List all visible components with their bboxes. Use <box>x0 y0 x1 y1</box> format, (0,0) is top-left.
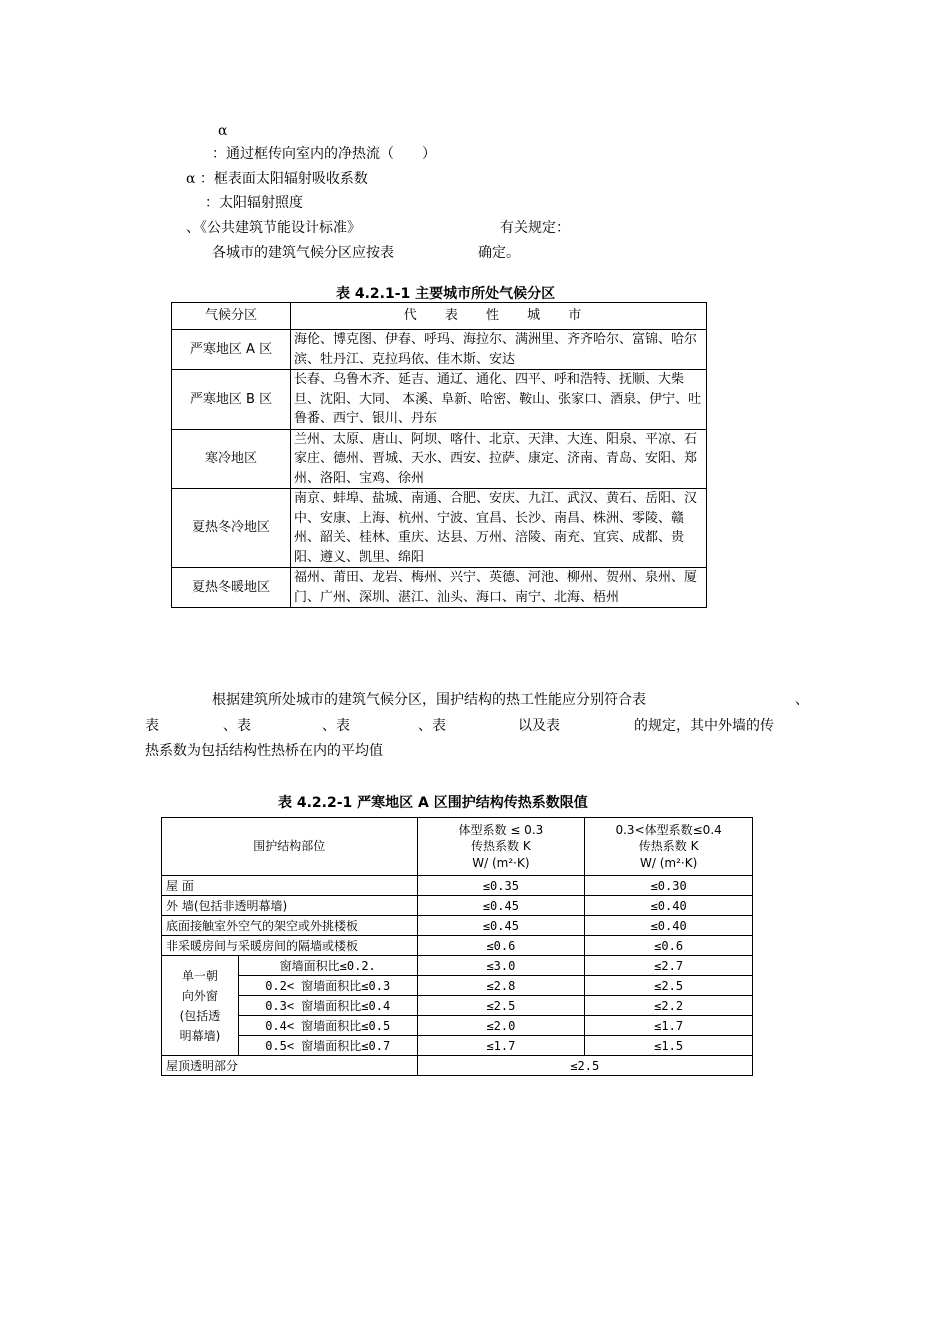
value-cell: ≤0.35 <box>417 876 585 896</box>
part-cell: 屋顶透明部分 <box>162 1056 418 1076</box>
note-zone-confirm: 确定。 <box>478 245 520 261</box>
table-row <box>162 1036 753 1056</box>
table1-caption: 表 4.2.1-1 主要城市所处气候分区 <box>336 286 556 302</box>
value-cell: ≤2.5 <box>417 1056 752 1076</box>
value-cell: ≤1.7 <box>585 1016 753 1036</box>
value-cell: ≤0.40 <box>585 896 753 916</box>
cities-cell: 南京、蚌埠、盐城、南通、合肥、安庆、九江、武汉、黄石、岳阳、汉中、安康、上海、杭州、宁波、宜昌、长沙、南昌、株洲、零陵、赣州、韶关、桂林、重庆、达县、万州、涪陵、南充、宜宾、成都、贵阳、遵义、凯里、绵阳 <box>291 489 707 568</box>
header-col1 <box>417 818 585 876</box>
value-cell: ≤2.5 <box>585 976 753 996</box>
value-cell: ≤0.30 <box>585 876 753 896</box>
paragraph-line2-a: 表 <box>145 718 159 734</box>
header-col2-line: 传热系数 K <box>638 839 699 854</box>
table-header-zone: 气候分区 <box>172 303 291 330</box>
table-row <box>162 1016 753 1036</box>
value-cell: ≤0.40 <box>585 916 753 936</box>
zone-cell: 夏热冬冷地区 <box>172 489 291 568</box>
table-row <box>172 370 707 430</box>
table-row <box>162 936 753 956</box>
note-standard-rules: 有关规定： <box>500 220 570 236</box>
table-row <box>162 956 753 976</box>
value-cell: ≤0.6 <box>417 936 585 956</box>
window-ratio-cell: 窗墙面积比≤0.2. <box>238 956 417 976</box>
table-row <box>172 568 707 608</box>
table-row <box>162 896 753 916</box>
paragraph-line2-c: 、表 <box>322 718 350 734</box>
value-cell: ≤1.5 <box>585 1036 753 1056</box>
value-cell: ≤2.2 <box>585 996 753 1016</box>
header-col1-line: W/ (m²·K) <box>472 855 530 870</box>
note-absorption-coefficient: α ：框表面太阳辐射吸收系数 <box>186 171 368 187</box>
table-row <box>172 330 707 370</box>
table-row <box>162 1056 753 1076</box>
header-col2-line: 0.3<体型系数≤0.4 <box>615 822 722 837</box>
part-cell: 外 墙(包括非透明幕墙) <box>162 896 418 916</box>
alpha-symbol: α <box>218 123 228 139</box>
paragraph-line2-d: 、表 <box>418 718 446 734</box>
paragraph-line2-f: 的规定，其中外墙的传 <box>634 718 774 734</box>
table-header-cities: 代 表 性 城 市 <box>291 303 707 330</box>
value-cell: ≤0.45 <box>417 896 585 916</box>
header-col1-line: 传热系数 K <box>471 839 531 854</box>
value-cell: ≤2.5 <box>417 996 585 1016</box>
note-standard-title: 、《公共建筑节能设计标准》 <box>186 220 361 236</box>
window-ratio-cell: 0.2< 窗墙面积比≤0.3 <box>238 976 417 996</box>
window-group-line: 明幕墙) <box>179 1028 221 1043</box>
paragraph-line1: 根据建筑所处城市的建筑气候分区，围护结构的热工性能应分别符合表 <box>212 692 646 708</box>
table-row <box>162 916 753 936</box>
zone-cell: 寒冷地区 <box>172 429 291 489</box>
part-cell: 屋 面 <box>162 876 418 896</box>
table2-caption: 表 4.2.2-1 严寒地区 A 区围护结构传热系数限值 <box>278 795 588 811</box>
note-net-heat-flow: ：通过框传向室内的净热流（ ） <box>212 146 436 162</box>
heat-transfer-limit-table <box>161 817 753 1076</box>
value-cell: ≤2.7 <box>585 956 753 976</box>
table-row <box>172 429 707 489</box>
window-ratio-cell: 0.5< 窗墙面积比≤0.7 <box>238 1036 417 1056</box>
table-row <box>172 489 707 568</box>
zone-cell: 夏热冬暖地区 <box>172 568 291 608</box>
window-group-line: (包括透 <box>179 1008 221 1023</box>
table-row <box>162 976 753 996</box>
window-ratio-cell: 0.4< 窗墙面积比≤0.5 <box>238 1016 417 1036</box>
cities-cell: 福州、莆田、龙岩、梅州、兴宁、英德、河池、柳州、贺州、泉州、厦门、广州、深圳、湛江、汕头、海口、南宁、北海、梧州 <box>291 568 707 608</box>
cities-cell: 长春、乌鲁木齐、延吉、通辽、通化、四平、呼和浩特、抚顺、大柴旦、沈阳、大同、 本溪、阜新、哈密、鞍山、张家口、酒泉、伊宁、吐鲁番、西宁、银川、丹东 <box>291 370 707 430</box>
table-row <box>172 303 707 330</box>
value-cell: ≤2.0 <box>417 1016 585 1036</box>
window-group-label <box>162 956 239 1056</box>
cities-cell: 兰州、太原、唐山、阿坝、喀什、北京、天津、大连、阳泉、平凉、石家庄、德州、晋城、天水、西安、拉萨、康定、济南、青岛、安阳、郑州、洛阳、宝鸡、徐州 <box>291 429 707 489</box>
note-solar-irradiance: ：太阳辐射照度 <box>205 195 303 211</box>
window-group-line: 向外窗 <box>181 988 218 1003</box>
header-part: 围护结构部位 <box>162 818 418 876</box>
paragraph-line1-sep: 、 <box>795 692 809 708</box>
paragraph-line2-b: 、表 <box>223 718 251 734</box>
header-col2-line: W/ (m²·K) <box>639 855 698 870</box>
zone-cell: 严寒地区 A 区 <box>172 330 291 370</box>
window-ratio-cell: 0.3< 窗墙面积比≤0.4 <box>238 996 417 1016</box>
part-cell: 非采暖房间与采暖房间的隔墙或楼板 <box>162 936 418 956</box>
value-cell: ≤2.8 <box>417 976 585 996</box>
header-col1-line: 体型系数 ≤ 0.3 <box>458 822 544 837</box>
table-row <box>162 996 753 1016</box>
value-cell: ≤1.7 <box>417 1036 585 1056</box>
table-row <box>162 876 753 896</box>
zone-cell: 严寒地区 B 区 <box>172 370 291 430</box>
climate-zone-table <box>171 302 707 608</box>
paragraph-line2-e: 以及表 <box>518 718 560 734</box>
cities-cell: 海伦、博克图、伊春、呼玛、海拉尔、满洲里、齐齐哈尔、富锦、哈尔滨、牡丹江、克拉玛依、佳木斯、安达 <box>291 330 707 370</box>
table-row <box>162 818 753 876</box>
part-cell: 底面接触室外空气的架空或外挑楼板 <box>162 916 418 936</box>
window-group-line: 单一朝 <box>181 968 218 983</box>
value-cell: ≤0.45 <box>417 916 585 936</box>
value-cell: ≤0.6 <box>585 936 753 956</box>
note-zone-instruction: 各城市的建筑气候分区应按表 <box>212 245 394 261</box>
header-col2 <box>585 818 753 876</box>
value-cell: ≤3.0 <box>417 956 585 976</box>
paragraph-line3: 热系数为包括结构性热桥在内的平均值 <box>145 743 383 759</box>
